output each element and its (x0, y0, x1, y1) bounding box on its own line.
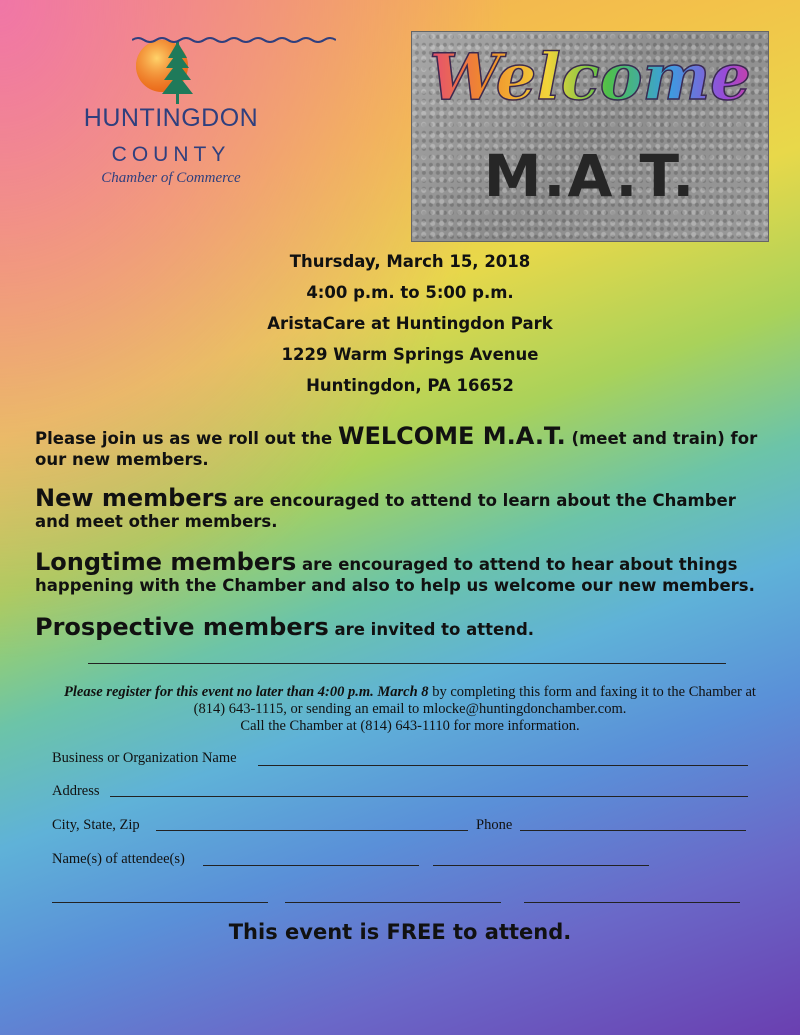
sun-tree-icon (132, 36, 196, 106)
event-time: 4:00 p.m. to 5:00 p.m. (306, 283, 514, 302)
free-event-note: This event is FREE to attend. (228, 920, 572, 944)
register-emphasis: Please register for this event no later than 4:00 p.m. March 8 (64, 684, 429, 700)
phone-label: Phone (476, 817, 513, 833)
attendee-field-3[interactable] (52, 902, 268, 903)
welcome-mat-image (411, 31, 769, 242)
intro-paragraph (35, 422, 765, 470)
prospective-members-paragraph (35, 613, 765, 641)
register-instructions (60, 684, 760, 735)
wave-icon (132, 36, 336, 44)
event-date: Thursday, March 15, 2018 (289, 252, 531, 271)
longtime-members-text: are encouraged to attend to hear about things happening with the Chamber and also to help us welcome our new members. (35, 555, 755, 595)
mat-title-text: M.A.T. (483, 142, 697, 210)
event-street: 1229 Warm Springs Avenue (281, 345, 539, 364)
attendee-field-5[interactable] (524, 902, 740, 903)
event-details (0, 246, 800, 401)
attendee-field-2[interactable] (433, 865, 649, 866)
mat-welcome-text: Welcome (412, 40, 768, 115)
chamber-logo (66, 36, 286, 196)
event-city: Huntingdon, PA 16652 (306, 376, 514, 395)
logo-chamber: Chamber of Commerce (101, 170, 241, 186)
intro-after: (meet and train) for our new members. (35, 429, 758, 469)
prospective-members-text: are invited to attend. (328, 620, 535, 639)
address-label: Address (52, 783, 100, 799)
business-field[interactable] (258, 765, 748, 766)
business-label: Business or Organization Name (52, 750, 237, 766)
new-members-heading: New members (35, 484, 228, 512)
event-venue: AristaCare at Huntingdon Park (267, 314, 553, 333)
new-members-paragraph (35, 484, 765, 532)
longtime-members-paragraph (35, 548, 765, 596)
prospective-members-heading: Prospective members (35, 613, 329, 641)
intro-before: Please join us as we roll out the (35, 429, 338, 448)
city-field[interactable] (156, 830, 468, 831)
logo-county: COUNTY (111, 143, 231, 166)
intro-highlight: WELCOME M.A.T. (337, 422, 566, 450)
city-label: City, State, Zip (52, 817, 140, 833)
register-call: Call the Chamber at (814) 643-1110 for more information. (240, 718, 580, 734)
attendee-field-4[interactable] (285, 902, 501, 903)
attendee-field-1[interactable] (203, 865, 419, 866)
longtime-members-heading: Longtime members (35, 548, 297, 576)
address-field[interactable] (110, 796, 748, 797)
attendees-label: Name(s) of attendee(s) (52, 851, 185, 867)
divider (88, 663, 726, 664)
phone-field[interactable] (520, 830, 746, 831)
new-members-text: are encouraged to attend to learn about the Chamber and meet other members. (35, 491, 736, 531)
register-rest: by completing this form and faxing it to the Chamber at (814) 643-1115, or sending an email to mlocke@huntingdonchamber.com. (193, 684, 756, 717)
logo-name: HUNTINGDON (83, 104, 259, 132)
